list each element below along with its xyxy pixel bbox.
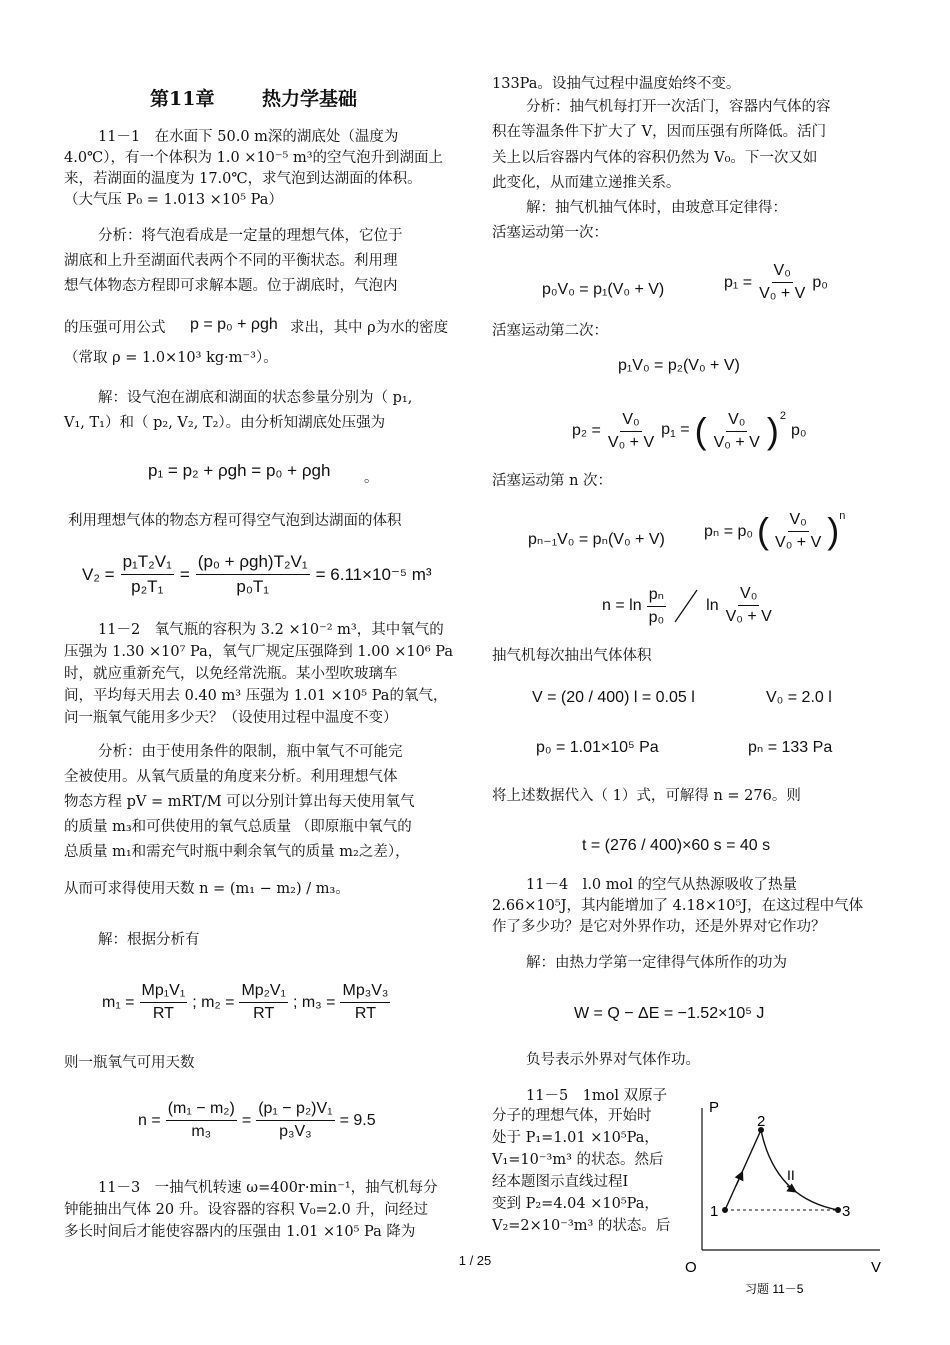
analysis-11-1-line4-pre: 的压强可用公式 — [64, 320, 166, 336]
p2-fraction — [606, 411, 656, 452]
n-fraction-1 — [166, 1100, 237, 1141]
equation-volume-per-stroke: V = (20 / 400) l = 0.05 l — [532, 689, 695, 706]
process-ii-label: II — [787, 1167, 795, 1183]
equation-masses — [102, 982, 390, 1023]
stroke-1-label: 活塞运动第一次： — [492, 225, 608, 241]
analysis-11-1-line4-post: 求出，其中 ρ为水的密度 — [290, 320, 449, 336]
problem-11-5-line7: V₂=2×10⁻³m³ 的状态。后 — [492, 1218, 671, 1234]
analysis-11-1-line5: （常取 ρ = 1.0×10³ kg·m⁻³）。 — [64, 350, 278, 366]
m1-den: RT — [152, 1005, 174, 1022]
state-point-1 — [722, 1207, 728, 1213]
solution-11-3-line1: 解：抽气机抽气体时，由玻意耳定律得： — [526, 200, 787, 216]
m1-fraction — [140, 982, 188, 1023]
equation-pn: pₙ = p₀ ( $\frac{\text{V₀}}{\text{V₀ + V}}$ ) $^n$ — [704, 510, 846, 551]
analysis-11-2-line3: 物态方程 pV = mRT/M 可以分别计算出每天使用氧气 — [64, 794, 415, 810]
n-ln-den2: V₀ + V — [725, 608, 772, 625]
equation-final-pressure: pₙ = 133 Pa — [748, 739, 833, 756]
n-ln-den: p₀ — [648, 609, 665, 626]
equation-work: W = Q − ΔE = −1.52×10⁵ J — [574, 1005, 765, 1022]
chapter-title: 热力学基础 — [262, 88, 358, 110]
process-i-arrow — [736, 1175, 741, 1186]
problem-11-4-line3: 作了多少功？是它对外界作功，还是外界对它作功？ — [492, 919, 826, 935]
origin-label: O — [685, 1259, 697, 1276]
n-ln-num: pₙ — [647, 584, 666, 607]
problem-11-1-line2: 4.0℃），有一个体积为 1.0 ×10⁻⁵ m³的空气泡升到湖面上 — [64, 150, 444, 166]
problem-11-2-line2: 压强为 1.30 ×10⁷ Pa，氧气厂规定压强降到 1.00 ×10⁶ Pa — [64, 644, 454, 660]
point-2-label: 2 — [757, 1113, 766, 1130]
analysis-11-2-line1: 分析：由于使用条件的限制，瓶中氧气不可能完 — [98, 744, 403, 760]
n-num1: (m₁ − m₂) — [166, 1100, 237, 1121]
problem-11-5-line5: 经本题图示直线过程Ⅰ — [492, 1174, 629, 1190]
equation-days: n = $\frac{\text{(m₁ − m₂)}}{\text{m₃}}$ = $\frac{\text{(p₁ − p₂)V₁}}{\text{p₃V₃}}$ = 9.5 — [138, 1100, 376, 1140]
p1-den: V₀ + V — [759, 285, 806, 302]
n-fraction-2 — [256, 1100, 334, 1141]
analysis-11-3-line1: 分析：抽气机每打开一次活门，容器内气体的容 — [526, 99, 831, 115]
analysis-11-2-line6: 从而可求得使用天数 n = (m₁ − m₂) / m₃。 — [64, 881, 350, 897]
problem-11-1-line4: （大气压 P₀ = 1.013 ×10⁵ Pa） — [64, 192, 283, 208]
p2-den-sq: V₀ + V — [713, 433, 760, 451]
equation-p1 — [724, 262, 828, 303]
equation-surface-volume: V₂ = $\frac{\text{p₁T₂V₁}}{\text{p₂T₁}}$ = $\frac{\text{(p₀ + ρgh)T₂V₁}}{\text{p₀T₁}}$ = 6.11×10⁻⁵ m³ — [82, 552, 432, 596]
n-ln-lhs: n = ln — [602, 596, 642, 614]
n-ln-fraction — [647, 584, 667, 627]
equation-p2: p₂ = $\frac{\text{V₀}}{\text{V₀ + V}}$ $p_1$ = ( $\frac{\text{V₀}}{\text{V₀ + V}}$ ) $^2$ p₀ — [572, 410, 807, 451]
m1-lhs: m₁ = — [102, 993, 135, 1011]
m1-num: Mp₁V₁ — [140, 982, 188, 1003]
n-num2: (p₁ − p₂)V₁ — [256, 1100, 334, 1121]
solution-11-4-line2: 负号表示外界对气体作功。 — [526, 1052, 700, 1068]
pv-diagram — [675, 1090, 905, 1300]
solution-11-2-line1: 解：根据分析有 — [98, 932, 200, 948]
p1-rhs: p₀ — [812, 273, 828, 291]
p1-num: V₀ — [772, 262, 793, 283]
eq2-fraction-2 — [196, 552, 310, 597]
solution-11-1-line1: 解：设气泡在湖底和湖面的状态参量分别为（ p₁, — [98, 390, 413, 406]
equation-bottom-pressure: p₁ = p₂ + ρgh = p₀ + ρgh — [148, 461, 331, 480]
problem-11-5-line4: V₁=10⁻³m³ 的状态。然后 — [492, 1152, 664, 1168]
eq2-num2: (p₀ + ρgh)T₂V₁ — [196, 552, 310, 575]
p2-rhs: p₀ — [790, 422, 807, 439]
n-ln-num2: V₀ — [738, 585, 759, 606]
p-axis-label: P — [709, 1099, 720, 1116]
analysis-11-1-line3: 想气体物态方程即可求解本题。位于湖底时，气泡内 — [64, 278, 398, 294]
analysis-11-3-line4: 此变化，从而建立递推关系。 — [492, 175, 681, 191]
point-1-label: 1 — [710, 1203, 719, 1220]
eq2-den2: p₀T₁ — [236, 577, 270, 596]
eq2-lhs: V₂ = — [82, 564, 115, 584]
analysis-11-2-line4: 的质量 m₃和可供使用的氧气总质量 （即原瓶中氧气的 — [64, 819, 412, 835]
stroke-n-label: 活塞运动第 n 次： — [492, 473, 613, 489]
eq2-result: = 6.11×10⁻⁵ m³ — [315, 564, 432, 584]
p2-fraction-sq — [712, 411, 762, 452]
equation-stroke-n: pₙ₋₁V₀ = pₙ(V₀ + V) — [528, 531, 665, 548]
problem-11-4-line2: 2.66×10⁵J，其内能增加了 4.18×10⁵J，在这过程中气体 — [492, 898, 864, 914]
problem-11-2-line1: 11－2 氧气瓶的容积为 3.2 ×10⁻² m³，其中氧气的 — [98, 622, 444, 638]
division-slash — [671, 586, 701, 626]
n-result: = 9.5 — [339, 1111, 376, 1129]
problem-11-3-line4: 133Pa。设抽气过程中温度始终不变。 — [492, 76, 741, 92]
point-3-label: 3 — [842, 1203, 851, 1220]
problem-11-3-line1: 11－3 一抽气机转速 ω=400r·min⁻¹，抽气机每分 — [98, 1180, 438, 1196]
p2-num-sq: V₀ — [726, 411, 747, 432]
pn-exponent: n — [839, 510, 846, 522]
p2-p1: $p_1$ = — [661, 421, 690, 441]
equation-stroke-2: p₁V₀ = p₂(V₀ + V) — [618, 357, 740, 374]
m2-fraction — [239, 982, 288, 1023]
equation-initial-pressure: p₀ = 1.01×10⁵ Pa — [536, 739, 659, 756]
stroke-2-label: 活塞运动第二次： — [492, 323, 608, 339]
problem-11-1-line1: 11－1 在水面下 50.0 m深的湖底处（温度为 — [98, 129, 399, 145]
equation-container-volume: V₀ = 2.0 l — [766, 689, 832, 706]
p2-lhs: p₂ = — [572, 422, 601, 439]
process-ii-curve — [761, 1130, 838, 1210]
solution-11-4-line1: 解：由热力学第一定律得气体所作的功为 — [526, 955, 787, 971]
problem-11-5-line3: 处于 P₁=1.01 ×10⁵Pa， — [492, 1130, 659, 1146]
equation-n — [602, 584, 774, 627]
solution-11-1-line2: V₁, T₁）和（ p₂, V₂, T₂）。由分析知湖底处压强为 — [64, 415, 386, 431]
analysis-11-2-line2: 全被使用。从氧气质量的角度来分析。利用理想气体 — [64, 769, 398, 785]
pn-den: V₀ + V — [775, 533, 822, 551]
m2-den: RT — [253, 1005, 275, 1022]
solution-11-3-line2: 抽气机每次抽出气体体积 — [492, 648, 652, 664]
equation-time: t = (276 / 400)×60 s = 40 s — [582, 837, 771, 854]
page-number: 1 / 25 — [458, 1253, 492, 1268]
equation-bottom-pressure-end: 。 — [364, 470, 379, 486]
m3-num: Mp₃V₃ — [340, 982, 390, 1003]
m2-num: Mp₂V₁ — [239, 982, 288, 1003]
m3-fraction — [340, 982, 390, 1023]
problem-11-3-line3: 多长时间后才能使容器内的压强由 1.01 ×10⁵ Pa 降为 — [64, 1224, 416, 1240]
solution-11-2-line2: 则一瓶氧气可用天数 — [64, 1055, 195, 1071]
analysis-11-1-line2: 湖底和上升至湖面代表两个不同的平衡状态。利用理 — [64, 253, 398, 269]
problem-11-2-line3: 时，就应重新充气，以免经常洗瓶。某小型吹玻璃车 — [64, 666, 398, 682]
problem-11-2-line5: 问一瓶氧气能用多少天？（设使用过程中温度不变） — [64, 710, 398, 726]
problem-11-4-line1: 11－4 l.0 mol 的空气从热源吸收了热量 — [526, 877, 797, 893]
problem-11-5-line1: 11－5 1mol 双原子 — [526, 1088, 668, 1104]
m3-den: RT — [354, 1005, 376, 1022]
p2-exponent: 2 — [779, 410, 786, 422]
chapter-number: 第11章 — [150, 88, 215, 110]
problem-11-2-line4: 间，平均每天用去 0.40 m³ 压强为 1.01 ×10⁵ Pa的氧气， — [64, 688, 448, 704]
eq2-den1: p₂T₁ — [131, 577, 164, 596]
state-point-3 — [835, 1207, 841, 1213]
analysis-11-3-line2: 积在等温条件下扩大了 V，因而压强有所降低。活门 — [492, 124, 827, 140]
solution-11-3-line3: 将上述数据代入（ 1）式，可解得 n = 276。则 — [492, 788, 801, 804]
pn-num: V₀ — [788, 511, 809, 532]
v-axis-label: V — [871, 1259, 882, 1276]
problem-11-1-line3: 来，若湖面的温度为 17.0℃，求气泡到达湖面的体积。 — [64, 171, 422, 187]
pn-fraction — [773, 511, 823, 552]
n-ln-fraction-2 — [724, 585, 774, 626]
analysis-11-3-line3: 关上以后容器内气体的容积仍然为 V₀。下一次又如 — [492, 150, 818, 166]
p1-fraction — [757, 262, 807, 303]
figure-caption: 习题 11－5 — [745, 1282, 804, 1296]
pressure-formula: p = p₀ + ρgh — [190, 316, 278, 333]
m2-lhs: ; m₂ = — [192, 993, 235, 1011]
n-ln-mid: ln — [706, 596, 719, 614]
p1-lhs: p₁ = — [724, 273, 753, 291]
process-i-line — [725, 1130, 761, 1210]
m3-lhs: ; m₃ = — [292, 993, 336, 1011]
equation-stroke-1: p₀V₀ = p₁(V₀ + V) — [542, 281, 665, 298]
pn-lhs: pₙ = p₀ — [704, 523, 754, 540]
n-lhs: n = — [138, 1111, 161, 1129]
eq2-fraction-1 — [121, 552, 174, 597]
problem-11-3-line2: 钟能抽出气体 20 升。设容器的容积 V₀=2.0 升，问经过 — [64, 1202, 428, 1218]
n-den1: m₃ — [191, 1123, 212, 1140]
problem-11-5-line2: 分子的理想气体，开始时 — [492, 1108, 652, 1124]
analysis-11-1-line1: 分析：将气泡看成是一定量的理想气体，它位于 — [98, 228, 403, 244]
eq2-num1: p₁T₂V₁ — [121, 552, 174, 575]
n-den2: p₃V₃ — [279, 1123, 312, 1140]
problem-11-5-line6: 变到 P₂=4.04 ×10⁵Pa， — [492, 1196, 659, 1212]
analysis-11-2-line5: 总质量 m₁和需充气时瓶中剩余氧气的质量 m₂之差）， — [64, 844, 410, 860]
p2-den: V₀ + V — [607, 433, 655, 451]
solution-11-1-line3: 利用理想气体的物态方程可得空气泡到达湖面的体积 — [68, 513, 402, 529]
p2-num: V₀ — [620, 411, 641, 432]
